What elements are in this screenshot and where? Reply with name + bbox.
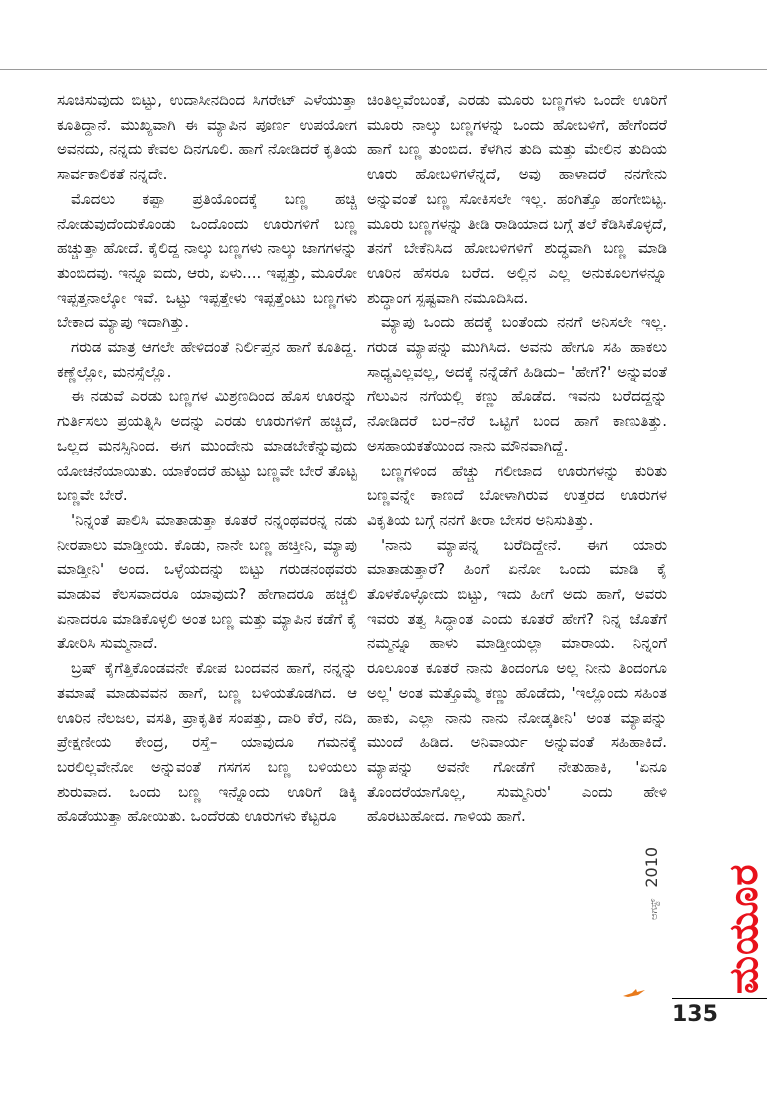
paragraph: ಮೊದಲು ಕಪ್ಪಾ ಪ್ರತಿಯೊಂದಕ್ಕೆ ಬಣ್ಣ ಹಚ್ಚಿ ನೋಡುವುದೆಂದುಕೊಂಡು ಒಂದೊಂದು ಊರುಗಳಿಗೆ ಬಣ್ಣ ಹಚ್ಚುತ್ತಾ ಹೋದೆ. ಕೈಲಿದ್ದ ನಾಲ್ಕು ಬಣ್ಣಗಳು ನಾಲ್ಕು ಜಾಗಗಳನ್ನು ತುಂಬಿದವು. ಇನ್ನೂ ಐದು, ಆರು, ಏಳು.... ಇಪ್ಪತ್ತು, ಮೂರೋ ಇಪ್ಪತ್ತನಾಲ್ಕೋ ಇವೆ. ಒಟ್ಟು ಇಪ್ಪತ್ತೇಳು ಇಪ್ಪತ್ತೆಂಟು ಬಣ್ಣಗಳು ಬೇಕಾದ ಮ್ಯಾಪು ಇದಾಗಿತ್ತು.: [57, 189, 357, 332]
paragraph: ಬ್ರಷ್ ಕೈಗೆತ್ತಿಕೊಂಡವನೇ ಕೋಪ ಬಂದವನ ಹಾಗೆ, ನನ್ನನ್ನು ತಮಾಷೆ ಮಾಡುವವನ ಹಾಗೆ, ಬಣ್ಣ ಬಳಿಯತೊಡಗಿದ. ಆ ಊರಿನ ನೆಲಜಲ, ವಸತಿ, ಪ್ರಾಕೃತಿಕ ಸಂಪತ್ತು, ದಾರಿ ಕೆರೆ, ನದಿ, ಪ್ರೇಕ್ಷಣೀಯ ಕೇಂದ್ರ, ರಸ್ತೆ– ಯಾವುದೂ ಗಮನಕ್ಕೆ ಬರಲಿಲ್ಲವೇನೋ ಅನ್ನುವಂತೆ ಗಸಗಸ ಬಣ್ಣ ಬಳಿಯಲು ಶುರುವಾದ. ಒಂದು ಬಣ್ಣ ಇನ್ನೊಂದು ಊರಿಗೆ ಡಿಕ್ಕಿ ಹೊಡೆಯುತ್ತಾ ಹೋಯಿತು. ಒಂದೆರಡು ಊರುಗಳು ಕೆಟ್ಟರೂ: [57, 659, 357, 826]
issue-year: 2010: [642, 846, 661, 888]
magazine-logo-text: ಮಯೂರ: [721, 863, 767, 994]
paragraph: ಈ ನಡುವೆ ಎರಡು ಬಣ್ಣಗಳ ಮಿಶ್ರಣದಿಂದ ಹೊಸ ಊರನ್ನು ಗುರ್ತಿಸಲು ಪ್ರಯತ್ನಿಸಿ ಅದನ್ನು ಎರಡು ಊರುಗಳಿಗೆ ಹಚ್ಚಿದೆ, ಒಲ್ಲದ ಮನಸ್ಸಿನಿಂದ. ಈಗ ಮುಂದೇನು ಮಾಡಬೇಕೆನ್ನುವುದು ಯೋಚನೆಯಾಯಿತು. ಯಾಕೆಂದರೆ ಹುಟ್ಟು ಬಣ್ಣವೇ ಬೇರೆ ತೊಟ್ಟ ಬಣ್ಣವೇ ಬೇರೆ.: [57, 387, 357, 505]
issue-month: ಆಗಸ್ಟ್: [649, 898, 660, 920]
paragraph: ಮ್ಯಾಪು ಒಂದು ಹದಕ್ಕೆ ಬಂತೆಂದು ನನಗೆ ಅನಿಸಲೇ ಇಲ್ಲ. ಗರುಡ ಮ್ಯಾಪನ್ನು ಮುಗಿಸಿದ. ಅವನು ಹೇಗೂ ಸಹಿ ಹಾಕಲು ಸಾಧ್ಯವಿಲ್ಲವಲ್ಲ, ಅದಕ್ಕೆ ನನ್ನೆಡೆಗೆ ಹಿಡಿದು– 'ಹೇಗೆ?' ಅನ್ನುವಂತೆ ಗೆಲುವಿನ ನಗೆಯಲ್ಲಿ ಕಣ್ಣು ಹೊಡೆದ. ಇವನು ಬರೆದದ್ದನ್ನು ನೋಡಿದರೆ ಬರ–ನೆರೆ ಒಟ್ಟಿಗೆ ಬಂದ ಹಾಗೆ ಕಾಣುತಿತ್ತು. ಅಸಹಾಯಕತೆಯಿಂದ ನಾನು ಮೌನವಾಗಿದ್ದೆ.: [367, 313, 667, 455]
paragraph: ಬಣ್ಣಗಳಿಂದ ಹೆಚ್ಚು ಗಲೀಜಾದ ಊರುಗಳನ್ನು ಕುರಿತು ಬಣ್ಣವನ್ನೇ ಕಾಣದೆ ಬೋಳಾಗಿರುವ ಉತ್ತರದ ಊರುಗಳ ವಿಕೃತಿಯ ಬಗ್ಗೆ ನನಗೆ ತೀರಾ ಬೇಸರ ಅನಿಸುತಿತ್ತು.: [367, 461, 667, 529]
magazine-logo: [664, 863, 767, 994]
header-rule: [0, 69, 767, 70]
paragraph: ಚಿಂತಿಲ್ಲವೆಂಬಂತೆ, ಎರಡು ಮೂರು ಬಣ್ಣಗಳು ಒಂದೇ ಊರಿಗೆ ಮೂರು ನಾಲ್ಕು ಬಣ್ಣಗಳನ್ನು ಒಂದು ಹೋಬಳಿಗೆ, ಹೇಗೆಂದರೆ ಹಾಗೆ ಬಣ್ಣ ತುಂಬಿದ. ಕೆಳಗಿನ ತುದಿ ಮತ್ತು ಮೇಲಿನ ತುದಿಯ ಊರು ಹೋಬಳಿಗಳೆನ್ನದೆ, ಅವು ಹಾಳಾದರೆ ನನಗೇನು ಅನ್ನುವಂತೆ ಬಣ್ಣ ಸೋಕಿಸಲೇ ಇಲ್ಲ. ಹಂಗಿತ್ತೊ ಹಂಗೇಬಿಟ್ಟ. ಮೂರು ಬಣ್ಣಗಳನ್ನು ತೀಡಿ ರಾಡಿಯಾದ ಬಗ್ಗೆ ತಲೆ ಕೆಡಿಸಿಕೊಳ್ಳದೆ, ತನಗೆ ಬೇಕೆನಿಸಿದ ಹೋಬಳಿಗಳಿಗೆ ಶುದ್ಧವಾಗಿ ಬಣ್ಣ ಮಾಡಿ ಊರಿನ ಹೆಸರೂ ಬರೆದ. ಅಲ್ಲಿನ ಎಲ್ಲ ಅನುಕೂಲಗಳನ್ನೂ ಶುದ್ಧಾಂಗ ಸ್ಪಷ್ಟವಾಗಿ ನಮೂದಿಸಿದ.: [367, 91, 667, 307]
article-column-right: [367, 88, 667, 829]
paragraph: 'ನಿನ್ನಂತೆ ಪಾಲಿಸಿ ಮಾತಾಡುತ್ತಾ ಕೂತರೆ ನನ್ನಂಥವರನ್ನ ನಡು ನೀರಪಾಲು ಮಾಡ್ತೀಯ. ಕೊಡು, ನಾನೇ ಬಣ್ಣ ಹಚ್ತೀನಿ, ಮ್ಯಾಪು ಮಾಡ್ತೀನಿ' ಅಂದ. ಒಳ್ಳೆಯದನ್ನು ಬಿಟ್ಟು ಗರುಡನಂಥವರು ಮಾಡುವ ಕೆಲಸವಾದರೂ ಯಾವುದು? ಹೇಗಾದರೂ ಹಚ್ಚಲಿ ಏನಾದರೂ ಮಾಡಿಕೊಳ್ಳಲಿ ಅಂತ ಬಣ್ಣ ಮತ್ತು ಮ್ಯಾಪಿನ ಕಡೆಗೆ ಕೈ ತೋರಿಸಿ ಸುಮ್ಮನಾದೆ.: [57, 510, 357, 653]
peacock-icon: [622, 987, 646, 999]
footer-rule: [672, 998, 767, 999]
page-number: 135: [672, 1002, 718, 1027]
paragraph: 'ನಾನು ಮ್ಯಾಪನ್ನ ಬರೆದಿದ್ದೇನೆ. ಈಗ ಯಾರು ಮಾತಾಡುತ್ತಾರೆ? ಹಿಂಗೆ ಏನೋ ಒಂದು ಮಾಡಿ ಕೈ ತೊಳಕೊಳ್ಳೋದು ಬಿಟ್ಟು, ಇದು ಹೀಗೆ ಅದು ಹಾಗೆ, ಅವರು ಇವರು ತತ್ವ ಸಿದ್ಧಾಂತ ಎಂದು ಕೂತರೆ ಹೇಗೆ? ನಿನ್ನ ಜೊತೆಗೆ ನಮ್ಮನ್ನೂ ಹಾಳು ಮಾಡ್ತೀಯಲ್ಲಾ ಮಾರಾಯ. ನಿನ್ನಂಗೆ ರೂಲೂಂತ ಕೂತರೆ ನಾನು ತಿಂದಂಗೂ ಅಲ್ಲ ನೀನು ತಿಂದಂಗೂ ಅಲ್ಲ' ಅಂತ ಮತ್ತೊಮ್ಮೆ ಕಣ್ಣು ಹೊಡೆದು, 'ಇಲ್ಲೊಂದು ಸಹಿಂತ ಹಾಕು, ಎಲ್ಲಾ ನಾನು ನಾನು ನೋಡ್ಕತೀನಿ' ಅಂತ ಮ್ಯಾಪನ್ನು ಮುಂದೆ ಹಿಡಿದ. ಅನಿವಾರ್ಯ ಅನ್ನುವಂತೆ ಸಹಿಹಾಕಿದೆ. ಮ್ಯಾಪನ್ನು ಅವನೇ ಗೋಡೆಗೆ ನೇತುಹಾಕಿ, 'ಏನೂ ತೊಂದರೆಯಾಗೊಲ್ಲ, ಸುಮ್ಮನಿರು' ಎಂದು ಹೇಳಿ ಹೊರಟುಹೋದ. ಗಾಳಿಯ ಹಾಗೆ.: [367, 535, 667, 826]
paragraph: ಸೂಚಿಸುವುದು ಬಿಟ್ಟು, ಉದಾಸೀನದಿಂದ ಸಿಗರೇಟ್ ಎಳೆಯುತ್ತಾ ಕೂತಿದ್ದಾನೆ. ಮುಖ್ಯವಾಗಿ ಈ ಮ್ಯಾಪಿನ ಪೂರ್ಣ ಉಪಯೋಗ ಅವನದು, ನನ್ನದು ಕೇವಲ ದಿನಗೂಲಿ. ಹಾಗೆ ನೋಡಿದರೆ ಕೃತಿಯ ಸಾರ್ವಕಾಲಿಕತೆ ನನ್ನದೇ.: [57, 91, 357, 184]
paragraph: ಗರುಡ ಮಾತ್ರ ಆಗಲೇ ಹೇಳಿದಂತೆ ನಿರ್ಲಿಪ್ತನ ಹಾಗೆ ಕೂತಿದ್ದ. ಕಣ್ಣೆಲ್ಲೋ, ಮನಸ್ಸೆಲ್ಲೊ.: [57, 338, 357, 381]
issue-date: [642, 800, 662, 920]
article-column-left: [57, 88, 357, 829]
